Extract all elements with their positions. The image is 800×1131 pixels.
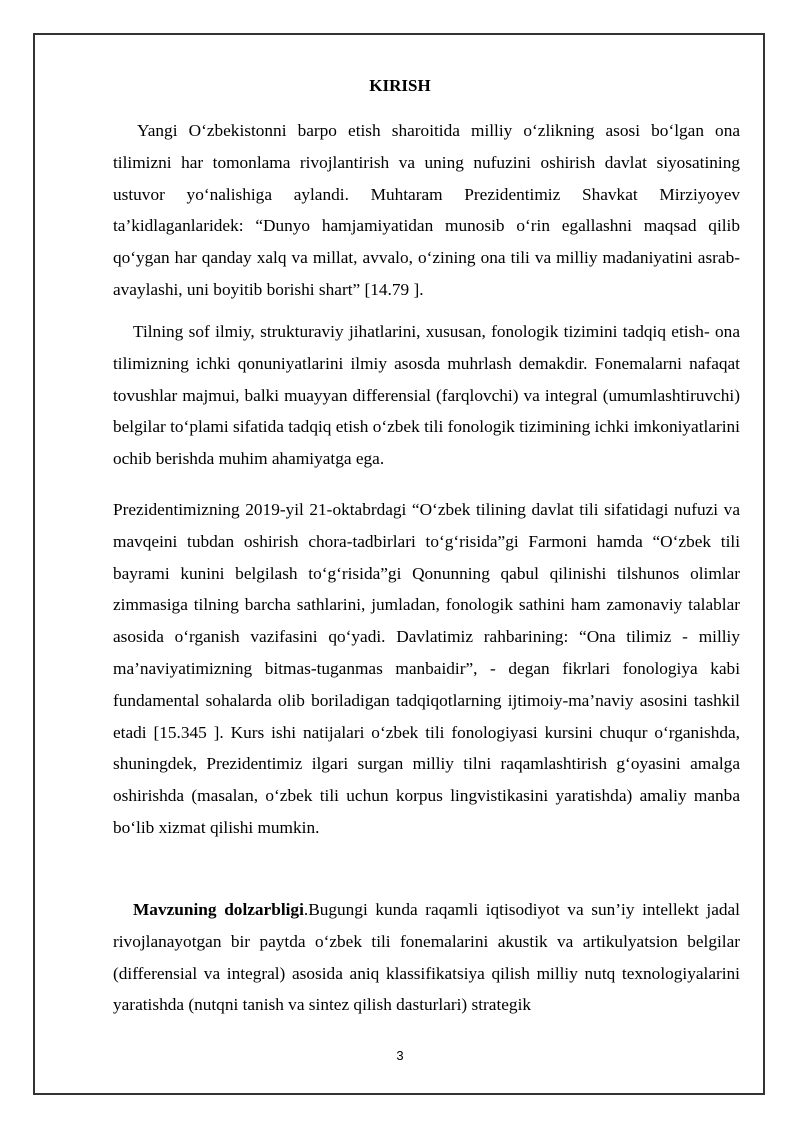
section-title: KIRISH (369, 76, 431, 95)
page-number: 3 (396, 1048, 404, 1063)
paragraph-decree: Prezidentimizning 2019-yil 21-oktabrdagi “O‘zbek tilining davlat tili sifatidagi nufuzi va mavqeini tubdan oshirish chora-tadbirlari to‘g‘risida”gi Farmoni hamda “O‘zbek tili bayrami kunini belgilash to‘g‘risida”gi Qonunning qabul qilinishi tilshunos olimlar zimmasiga tilning barcha sathlarini, jumladan, fonologik sathini ham zamonaviy talablar asosida o‘rganish vazifasini qo‘yadi. Davlatimiz rahbarining: “Ona tilimiz - milliy ma’naviyatimizning bitmas-tuganmas manbaidir”, - degan fikrlari fonologiya kabi fundamental sohalarda olib boriladigan tadqiqotlarning ijtimoiy-ma’naviy asosini tashkil etadi [15.345 ]. Kurs ishi natijalari o‘zbek tili fonologiyasi kursini chuqur o‘rganishda, shuningdek, Prezidentimiz ilgari surgan milliy tilni raqamlashtirish g‘oyasini amalga oshirishda (masalan, o‘zbek tili uchun korpus lingvistikasini yaratishda) amaliy manba bo‘lib xizmat qilishi mumkin. (113, 500, 740, 837)
relevance-heading: Mavzuning dolzarbligi (133, 900, 304, 919)
paragraph-relevance (113, 894, 740, 1021)
relevance-text: .Bugungi kunda raqamli iqtisodiyot va sun’iy intellekt jadal rivojlanayotgan bir paytda o‘zbek tili fonemalarini akustik va artikulyatsion belgilar (differensial va integral) asosida aniq klassifikatsiya qilish milliy nutq texnologiyalarini yaratishda (nutqni tanish va sintez qilish dasturlari) strategik (113, 900, 740, 1015)
paragraph-phonology: Tilning sof ilmiy, strukturaviy jihatlarini, xususan, fonologik tizimini tadqiq etish- ona tilimizning ichki qonuniyatlarini ilmiy asosda muhrlash demakdir. Fonemalarni nafaqat tovushlar majmui, balki muayyan differensial (farqlovchi) va integral (umumlashtiruvchi) belgilar to‘plami sifatida tadqiq etish o‘zbek tili fonologik tizimining ichki imkoniyatlarini ochib berishda muhim ahamiyatga ega. (113, 322, 740, 469)
paragraph-intro: Yangi O‘zbekistonni barpo etish sharoitida milliy o‘zlikning asosi bo‘lgan ona tilimizni har tomonlama rivojlantirish va uning nufuzini oshirish davlat siyosatining ustuvor yo‘nalishiga aylandi. Muhtaram Prezidentimiz Shavkat Mirziyoyev ta’kidlaganlaridek: “Dunyo hamjamiyatidan munosib o‘rin egallashni maqsad qilib qo‘ygan har qanday xalq va millat, avvalo, o‘zining ona tili va milliy madaniyatini asrab-avaylashi, uni boyitib borishi shart” [14.79 ]. (113, 121, 740, 299)
